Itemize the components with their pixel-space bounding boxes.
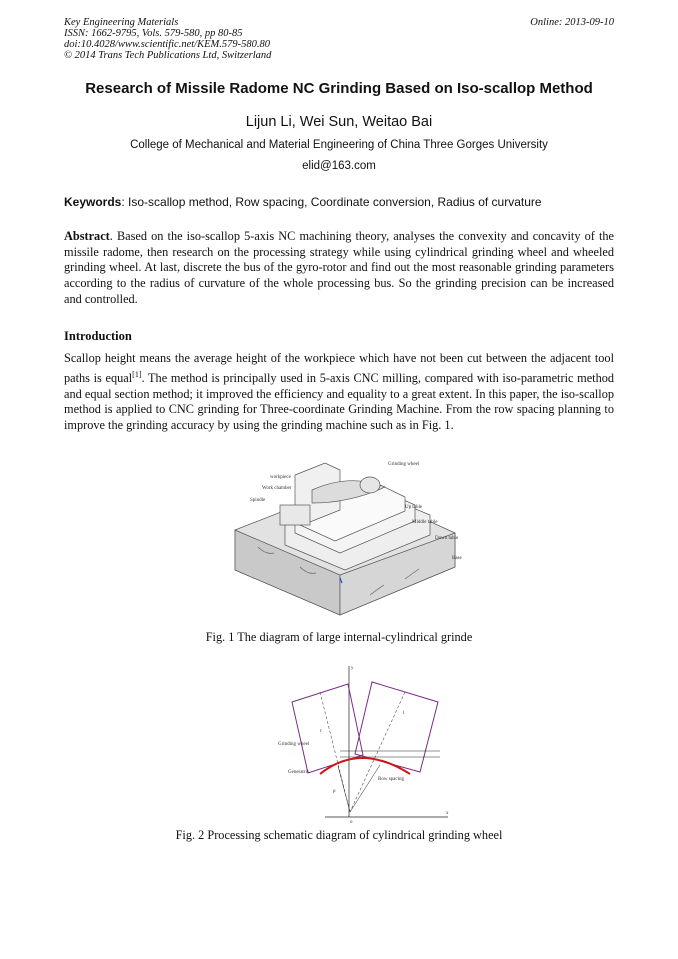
copyright-line: © 2014 Trans Tech Publications Ltd, Switzerland [64,50,272,61]
label-work-chamber: Work chamber [262,486,292,491]
abstract-paragraph [64,229,614,308]
abstract-text: . Based on the iso-scallop 5-axis NC machining theory, analyses the convexity and concavity of the missile radome, then research on the processing strategy while using cylindrical grinding wheel and wheeled grinding wheel. At last, discrete the bus of the gyro-rotor and find out the most reasonable grinding parameters according to the radius of curvature of the whole processing bus. So the grinding precision can be increased and controlled. [64,229,614,306]
label-rho: ρ [333,789,336,794]
label-grinding-wheel: Grinding wheel [388,462,420,467]
keywords-label: Keywords [64,195,122,209]
author-email: elid@163.com [302,160,376,172]
intro-paragraph [64,351,614,434]
online-date: Online: 2013-09-10 [530,17,614,28]
figure-1-caption: Fig. 1 The diagram of large internal-cylindrical grinde [205,630,473,644]
figure-1-machine-diagram [230,455,480,623]
intro-text-1: Scallop height means the average height of the workpiece which have not been cut between the adjacent tool paths is equal [64,351,614,385]
label-up-table: Up table [405,505,423,510]
abstract-label: Abstract [64,229,110,243]
issn-line: ISSN: 1662-9795, Vols. 579-580, pp 80-85 [64,28,243,39]
label-r: r [320,729,322,734]
y-axis-label: y [351,666,354,671]
keywords-line [64,195,624,209]
intro-heading: Introduction [64,329,132,343]
label-grinding-wheel: Grinding wheel [278,742,310,747]
label-base: Base [452,556,462,561]
label-spindle: Spindle [250,498,266,503]
doi-line: doi:10.4028/www.scientific.net/KEM.579-580.80 [64,39,270,50]
label-workpiece: workpiece [270,475,291,480]
label-l: l [403,711,405,716]
spindle-shape [280,505,310,525]
label-down-table: Down table [435,536,459,541]
figure-2-schematic [270,662,460,824]
radius-line-1 [338,766,350,812]
keywords-text: : Iso-scallop method, Row spacing, Coordinate conversion, Radius of curvature [121,195,542,209]
generatrix-curve [320,758,410,774]
paper-title: Research of Missile Radome NC Grinding Based on Iso-scallop Method [85,80,593,97]
radius-line-2 [350,765,380,812]
figure-2-caption: Fig. 2 Processing schematic diagram of cylindrical grinding wheel [175,828,503,842]
right-centerline [350,692,405,812]
label-row-spacing: Row spacing [378,777,404,782]
paper-affiliation: College of Mechanical and Material Engineering of China Three Gorges University [130,139,548,151]
paper-authors: Lijun Li, Wei Sun, Weitao Bai [245,114,433,130]
label-generatrix: Generatrix [288,770,310,775]
x-axis-label: x [446,811,449,816]
header-block [64,17,271,61]
citation-ref: [1] [132,369,142,379]
grinding-wheel-shape [360,477,380,493]
intro-text-2: . The method is principally used in 5-axis CNC milling, compared with iso-parametric method and equal section method; it improved the efficiency and equality to a great extent. In this paper, the iso-scallop method is applied to CNC grinding for Three-coordinate Grinding Machine. From the row spacing planning to improve the grinding accuracy by using the grinding machine such as in Fig. 1. [64,370,615,432]
origin-label: o [350,820,353,824]
label-middle-table: Middle table [412,520,438,525]
journal-name: Key Engineering Materials [64,17,179,28]
